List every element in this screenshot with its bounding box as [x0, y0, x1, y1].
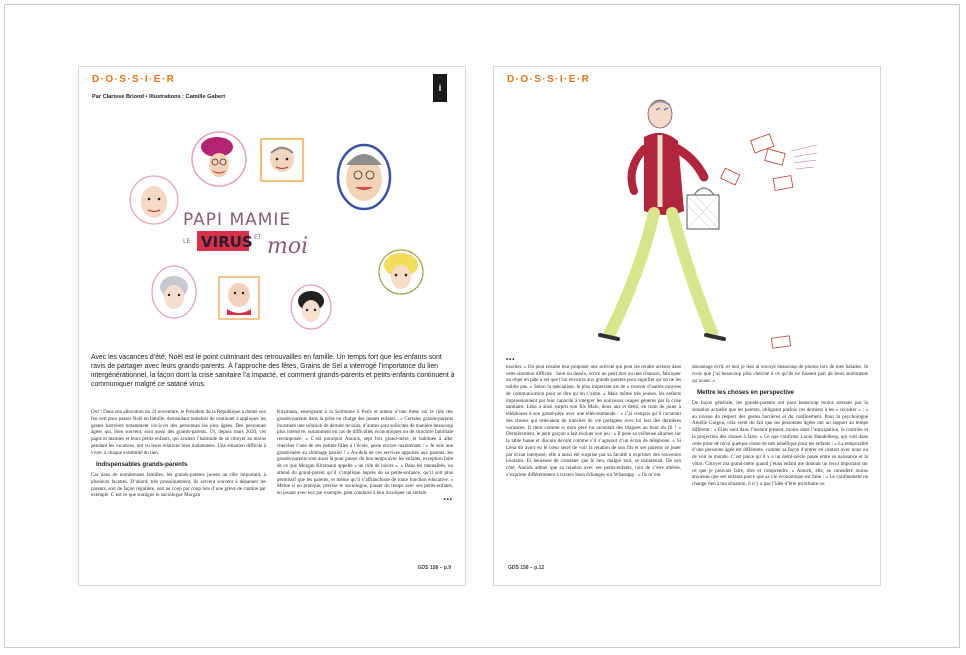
- page-folio: GDS 158 – p.12: [508, 565, 545, 571]
- walking-grandpa-illustration: [494, 67, 882, 357]
- headline-line1: PAPI MAMIE: [183, 210, 292, 230]
- section-label: D·O·S·S·I·E·R: [507, 74, 591, 85]
- portrait-grandpa-square: [261, 139, 303, 181]
- info-badge-icon: i: [433, 74, 447, 102]
- paragraph: Kitzmann, enseignant à la Sorbonne à Paris et auteur d’une thèse sur le rôle des grands-parents dans la prise en charge des jeunes enfants : « Certains grands-parents incarnent une solution de dernier recours, d’autres sont sollicités de manière beaucoup plus intensive, notamment en cas de difficultés économiques ou de structure familiale recomposée. » C’est pourquoi Annick, sept fois grand-mère, et habituée à aller chercher l’une de ses petites-filles à l’école, peste encore maintenant : « Je suis une grand-mère au chômage partiel ! » Au-delà de ces services apportés aux parents, les grands-parents sont aussi là pour passer du bon temps avec les enfants, exception faite de ce que Morgan Kitzmann appelle « un rôle de loisirs ». « Dans les mentalités, on attend du grand-parent qu’il s’implique auprès de sa petite-enfance, qu’il soit plus permissif que les parents, et même qu’il s’affranchisse de toute fonction éducative. » Même si en pratique, précise le sociologue, passer du temps avec ses petits-enfants, en jouant avec eux par exemple, peut conduire à leur inculquer un certain: [277, 409, 453, 496]
- paragraph: Car dans de nombreuses familles, les grands-parents jouent un rôle important, à plusieurs facettes. D’abord, très prosaïquement, ils servent souvent à dépanner les parents, soit de façon régulière, soit au coup par coup lors d’une grève de cantine par exemple. C’est ce que souligne le sociologue Morgan: [91, 472, 266, 499]
- section-label: D·O·S·S·I·E·R: [92, 74, 176, 85]
- left-page: [78, 66, 466, 586]
- headline-virus: VIRUS: [201, 233, 253, 251]
- headline: [183, 210, 308, 259]
- subheading: Indispensables grands-parents: [96, 461, 188, 469]
- headline-le: LE: [183, 238, 191, 245]
- portrait-grandma-blue-frame: [338, 145, 390, 209]
- portraits-illustration: [79, 67, 467, 347]
- headline-et: ET: [254, 234, 262, 241]
- portrait-woman-black-hair: [291, 285, 331, 329]
- left-column-1: [91, 409, 266, 499]
- paragraph: De façon générale, les grands-parents ont paru beaucoup moins stressés par la situation actuelle que les parents, obligeant parfois ces derniers à les « recadrer » : « au niveau du respect des gestes barrières et du confinement. Pour la psychologue Amélie Guigou, cela vient du fait que les personnes âgées ont un rapport au temps différent : « Elles sont dans l’instant présent, moins dans l’anticipation, le contrôle et la projection des choses à faire. » Ce que confirme Lucas Handelberg, qui voit dans cette prise de recul quelque chose de très bénéfique pour les enfants : « La temporalité d’une personne âgée est différente, comme sa façon d’entrer en contact avec nous ou de voir le monde. C’est parce qu’il y a un demi-siècle passé entre sa naissance et la vôtre. Côtoyer ma grand-mère quand j’étais enfant me donnait un recul important sur ce que je pouvais faire, dire et comprendre. » Annick, elle, se considère moins anxieuse que ses enfants parce que sa vie économique est faite : « Le confinement ne change rien à ma situation, il n’y a pas l’idée d’être prioritaire ou: [692, 400, 868, 487]
- portrait-grandma-red-scarf: [219, 277, 259, 319]
- headline-moi: moi: [267, 234, 309, 259]
- right-column-2: [692, 364, 868, 488]
- portrait-grandma-yellow-hair: [379, 250, 423, 294]
- paragraph: Ouf ! Dans son allocution du 24 novembre, le Président de la République a donné son feu vert pour passer Noël en famille, demandant toutefois de continuer à appliquer les gestes barrières notamment vis-à-vis des personnes les plus âgées. Des personnes âgées qui, bien souvent, sont aussi des grands-parents. Or, depuis mars 2020, ces papis et mamies et leurs petits-enfants, qui avaient l’habitude de se côtoyer au moins pendant les vacances, ont vu leurs relations bien malmenées. Une situation difficile à vivre, à chaque extrémité du lien.: [91, 409, 266, 456]
- continuation-dots: •••: [443, 496, 453, 503]
- continuation-dots: •••: [506, 357, 516, 363]
- subheading: Mettre les choses en perspective: [697, 389, 794, 397]
- left-column-2: [277, 409, 453, 504]
- paragraph: davantage écrit, et moi je leur ai envoyé beaucoup de photos lors de mes balades. Je crois que j’ai beaucoup plus cherché à ce qu’ils ne fussent part de leurs sentiments qu’avant. »: [692, 364, 868, 384]
- chapo-intro: Avec les vacances d’été, Noël est le point culminant des retrouvailles en famille. Un temps fort que les enfants sont ravis de partager avec leurs grands-parents. À l’approche des fêtes, Grains de Sel a interrogé l’importance du lien intergénérationnel, la façon dont la crise sanitaire l’a impacté, et comment grands-parents et petits-enfants continuent à communiquer malgré ce satané virus.: [91, 354, 455, 388]
- page-folio: GDS 158 – p.9: [417, 565, 451, 571]
- byline: Par Clarisse Briond • Illustrations : Camille Gabert: [92, 94, 226, 100]
- portrait-grandpa-left: [130, 176, 178, 224]
- right-page: [493, 66, 881, 586]
- paragraph: toucher. « On peut ensuite leur proposer une activité qui peut les rendre acteurs dans cette situation difficile : faire un dessin, écrire un petit mot ou une chanson, fabriquer un objet en pâte à sel que l’on envoirra aux grands-parents pour signifier qu’on ne les oublie pas. » Selon la spécialiste, le plus important est de « trouver d’autres moyens de communication pour se dire qu’on s’aime. » Mais même très jeunes, les enfants impressionnent par leur capacité à intégrer les nouveaux usages générés par la crise sanitaire. Léna a ainsi surpris son fils Malo, deux ans et demi, en train de jouer à téléphoner à son grand-père avec une télécommande : « J’ai compris qu’il racontait des choses qui relevaient de tranches de vie partagées avec lui lors des dernières vacances. Il rient comme si mon père lui racontait des blagues au bout du fil ! » Dernièrement, le petit garçon a fait évoluer son jeu : « Il pose sa veilleuse allumée sur la table basse et discute devant comme s’il s’agissait d’un écran de téléphone. » Si Léna dit avoir eu le cœur serré de voir la relation de son fils et ses parents se jouer par écran interposé, elle a aussi été surprise par sa faculté à exprimer des souvenirs lointains. Et heureuse de constater que le lien, malgré tout, se maintenait. De son côté, Annick admet que sa relation avec ses petits-enfants, loin de s’être altérée, s’exprime différemment à travers leurs échanges sur Whatsapp : « Ils m’ont: [506, 363, 681, 478]
- portrait-grandma-grey: [152, 266, 196, 318]
- right-column-1: [506, 357, 681, 479]
- portrait-grandma-purple-hair: [192, 132, 246, 186]
